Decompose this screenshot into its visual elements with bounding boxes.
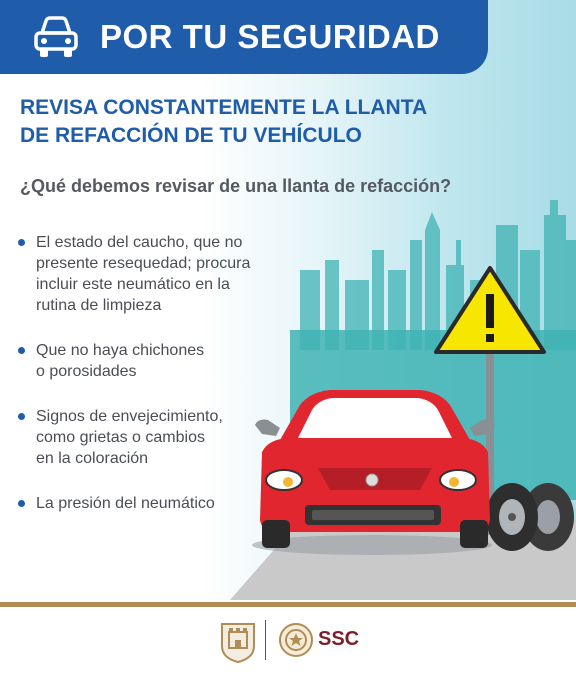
header-title: POR TU SEGURIDAD (100, 18, 440, 55)
police-badge-icon (278, 622, 314, 658)
list-item-line: rutina de limpieza (36, 297, 162, 314)
bullet-dot-icon (18, 239, 25, 246)
subtitle-line-2: DE REFACCIÓN DE TU VEHÍCULO (20, 124, 362, 147)
list-item (18, 406, 278, 469)
subtitle (20, 94, 480, 150)
bullet-dot-icon (18, 413, 25, 420)
ssc-logo-text: SSC (318, 628, 360, 650)
list-item-line: incluir este neumático en la (36, 276, 230, 293)
list-item-line: El estado del caucho, que no (36, 234, 243, 251)
city-skyline (300, 200, 576, 350)
question-heading: ¿Qué debemos revisar de una llanta de refacción? (20, 176, 452, 196)
bullet-dot-icon (18, 347, 25, 354)
footer-divider-line (0, 602, 576, 607)
list-item (18, 232, 278, 316)
list-item-line: Signos de envejecimiento, (36, 408, 223, 425)
list-item-line: o porosidades (36, 363, 137, 380)
list-item-line: Que no haya chichones (36, 342, 205, 359)
list-item (18, 340, 278, 382)
list-item (18, 493, 278, 514)
car-front-icon (30, 11, 82, 63)
header-banner (0, 0, 488, 74)
list-item-line: en la coloración (36, 450, 149, 467)
spare-tires-icon (486, 483, 574, 551)
logo-divider (265, 620, 266, 660)
list-item-line: presente resequedad; procura (36, 255, 251, 272)
subtitle-line-1: REVISA CONSTANTEMENTE LA LLANTA (20, 96, 428, 119)
list-item-line: La presión del neumático (36, 495, 215, 512)
list-item-line: como grietas o cambios (36, 429, 205, 446)
bullet-list (18, 232, 278, 514)
bullet-dot-icon (18, 500, 25, 507)
cdmx-coat-of-arms-icon (218, 620, 258, 664)
